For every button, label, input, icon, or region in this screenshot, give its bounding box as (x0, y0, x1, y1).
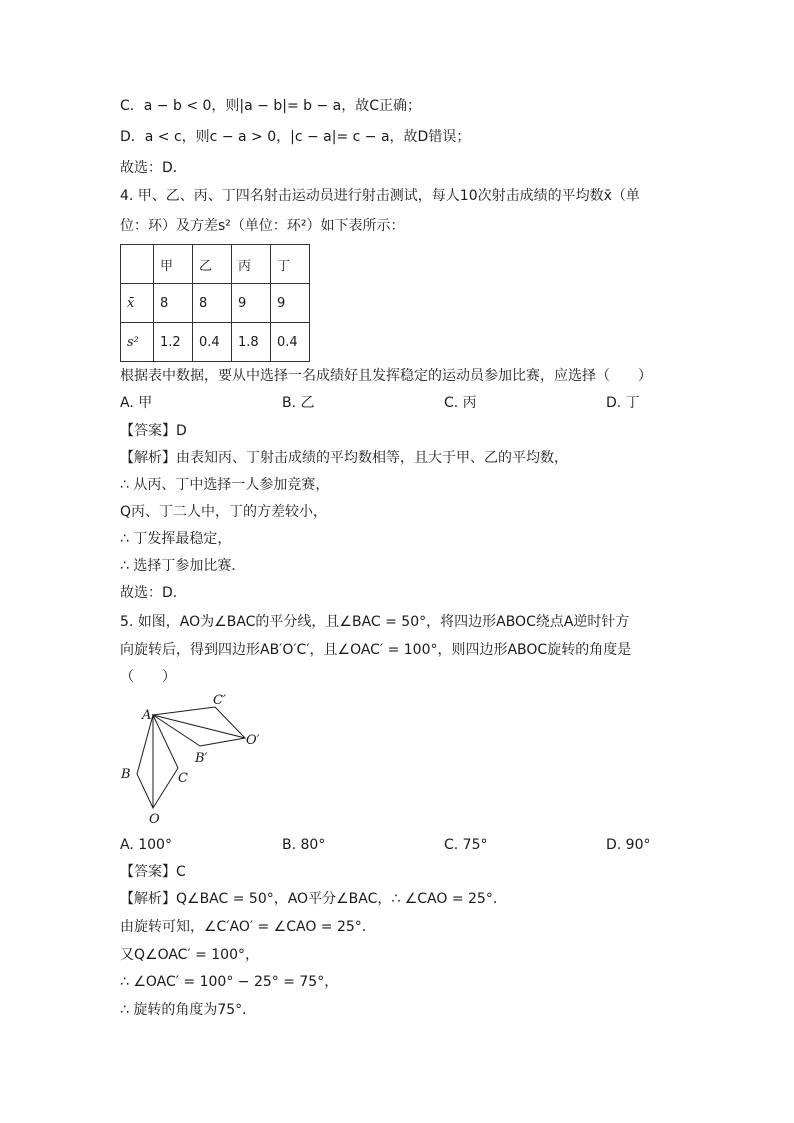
table-cell: 8 (154, 284, 193, 323)
q4-option-b: B. 乙 (282, 395, 315, 411)
table-cell: 1.2 (154, 323, 193, 362)
label-c: C (178, 771, 188, 786)
label-o-prime: O′ (246, 733, 260, 748)
q4-analysis-line: Q丙、丁二人中，丁的方差较小， (120, 504, 328, 520)
q5-stem-line-2: 向旋转后，得到四边形AB′O′C′，且∠OAC′ = 100°，则四边形ABOC旋转的角度是 (120, 642, 632, 658)
score-table (120, 244, 310, 362)
q4-stem-line-1: 4. 甲、乙、丙、丁四名射击运动员进行射击测试，每人10次射击成绩的平均数x̄（单 (120, 188, 640, 204)
q4-analysis-line: ∴ 选择丁参加比赛． (120, 558, 246, 574)
q5-analysis-line: 又Q∠OAC′ = 100°， (120, 947, 259, 963)
table-cell: 乙 (193, 245, 232, 284)
q5-option-d: D. 90° (606, 837, 651, 853)
table-cell: 丁 (271, 245, 310, 284)
q4-stem-line-2: 位：环）及方差s²（单位：环²）如下表所示： (120, 218, 405, 234)
q5-options (120, 835, 680, 855)
q5-option-b: B. 80° (282, 837, 326, 853)
table-cell: 0.4 (193, 323, 232, 362)
q4-analysis-line: ∴ 从丙、丁中选择一人参加竞赛， (120, 477, 330, 493)
label-b-prime: B′ (195, 751, 208, 766)
table-cell (121, 245, 154, 284)
q4-analysis-line: 故选：D. (120, 585, 178, 601)
q5-option-a: A. 100° (120, 837, 172, 853)
rotation-figure (110, 690, 280, 830)
q5-stem-line-1: 5. 如图，AO为∠BAC的平分线，且∠BAC = 50°，将四边形ABOC绕点A逆时针方 (120, 614, 630, 630)
q4-options (120, 393, 680, 413)
table-cell: s² (121, 323, 154, 362)
q3-choose: 故选：D． (120, 160, 187, 176)
q5-answer: 【答案】C (120, 864, 186, 880)
table-cell: 9 (271, 284, 310, 323)
q4-question: 根据表中数据，要从中选择一名成绩好且发挥稳定的运动员参加比赛，应选择（ ） (120, 368, 652, 384)
q5-analysis-line: ∴ 旋转的角度为75°． (120, 1002, 257, 1018)
label-o: O (149, 812, 160, 827)
q4-option-d: D. 丁 (606, 395, 640, 411)
q4-option-a: A. 甲 (120, 395, 153, 411)
q5-analysis-line: 【解析】Q∠BAC = 50°，AO平分∠BAC，∴ ∠CAO = 25°． (120, 891, 507, 907)
q3-option-d: D．a < c，则c − a > 0，|c − a|= c − a，故D错误； (120, 129, 471, 145)
segment-ao-prime (153, 715, 245, 738)
quadrilateral-abco (137, 715, 178, 808)
table-row (121, 323, 310, 362)
q4-answer: 【答案】D (120, 423, 187, 439)
table-cell: 9 (232, 284, 271, 323)
table-cell: 丙 (232, 245, 271, 284)
q5-analysis-line: ∴ ∠OAC′ = 100° − 25° = 75°， (120, 974, 339, 990)
q4-analysis-line: ∴ 丁发挥最稳定， (120, 531, 232, 547)
q5-option-c: C. 75° (444, 837, 488, 853)
q4-option-c: C. 丙 (444, 395, 477, 411)
q5-analysis-line: 由旋转可知，∠C′AO′ = ∠CAO = 25°． (120, 919, 376, 935)
table-cell: 1.8 (232, 323, 271, 362)
table-row (121, 284, 310, 323)
label-b: B (121, 767, 131, 782)
label-a: A (142, 708, 152, 723)
table-cell: 甲 (154, 245, 193, 284)
table-cell: 8 (193, 284, 232, 323)
q5-stem-line-3: （ ） (120, 669, 176, 685)
table-row (121, 245, 310, 284)
table-cell: x̄ (121, 284, 154, 323)
label-c-prime: C′ (213, 693, 226, 708)
q4-analysis-line: 【解析】由表知丙、丁射击成绩的平均数相等，且大于甲、乙的平均数， (120, 450, 568, 466)
q3-option-c: C．a − b < 0，则|a − b|= b − a，故C正确； (120, 98, 421, 114)
table-cell: 0.4 (271, 323, 310, 362)
